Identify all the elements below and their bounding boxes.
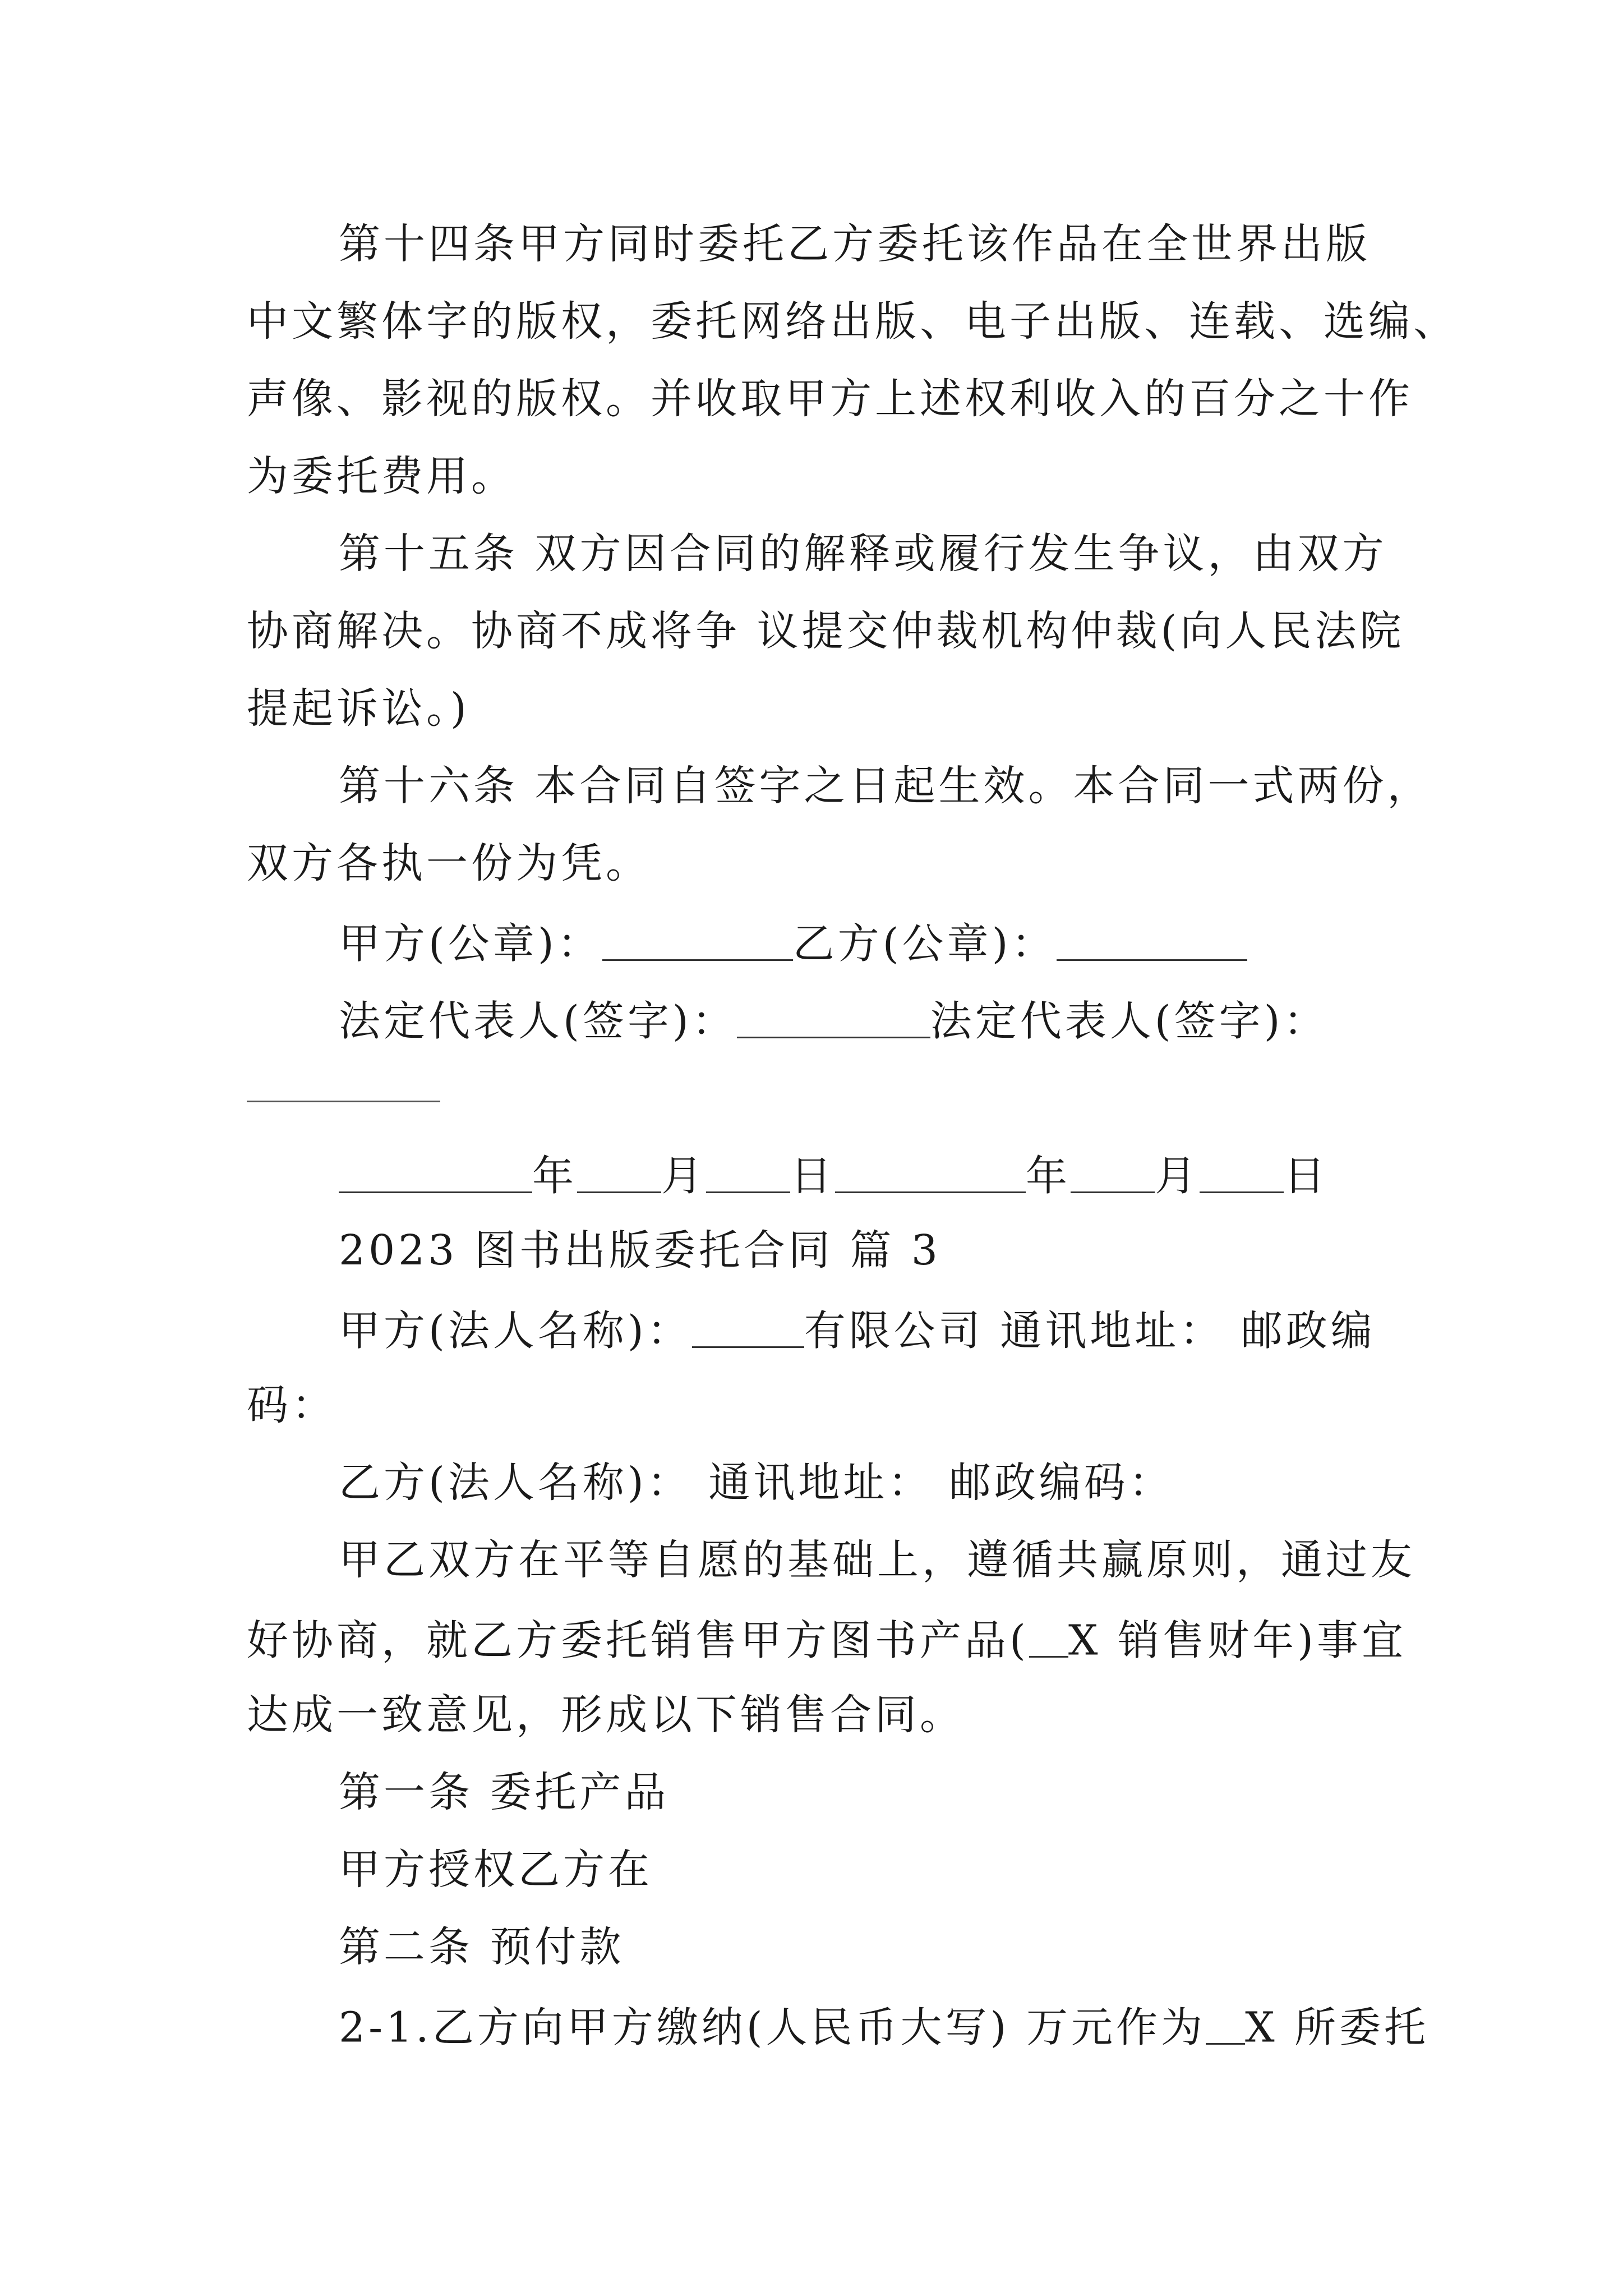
party-a-seal-blank [602, 920, 793, 961]
party-b-month-blank [1071, 1152, 1155, 1193]
intro-line-2 [247, 1616, 1407, 1665]
article-1-body: 甲方授权乙方在 [339, 1846, 653, 1894]
article-14-line-2: 中文繁体字的版权，委托网络出版、电子出版、连载、选编、 [247, 297, 1458, 346]
party-b-year-blank [835, 1152, 1026, 1193]
section-3-title: 2023 图书出版委托合同 篇 3 [339, 1226, 941, 1274]
party-b-line: 乙方(法人名称)： 通讯地址： 邮政编码： [339, 1458, 1174, 1507]
party-a-seal-label: 甲方(公章)： [339, 919, 602, 968]
party-a-name-label: 甲方(法人名称)： [339, 1306, 692, 1355]
intro-line-1: 甲乙双方在平等自愿的基础上，遵循共赢原则，通过友 [339, 1536, 1415, 1584]
party-a-name-blank [692, 1307, 804, 1348]
party-a-representative-blank [737, 997, 930, 1038]
party-b-day-blank [1200, 1152, 1284, 1193]
party-a-month-blank [577, 1152, 661, 1193]
representative-line [339, 997, 1329, 1046]
date-line [339, 1152, 1329, 1200]
party-a-postcode-wrap: 码： [247, 1381, 336, 1429]
party-a-month-label: 月 [661, 1152, 706, 1200]
article-14-line-4: 为委托费用。 [247, 452, 516, 500]
party-b-day-label: 日 [1284, 1152, 1329, 1200]
party-a-day-label: 日 [790, 1152, 835, 1200]
party-a-name-suffix: 有限公司 通讯地址： 邮政编 [804, 1306, 1376, 1355]
party-a-year-blank [339, 1152, 532, 1193]
article-15-line-3: 提起诉讼。) [247, 684, 470, 733]
party-a-year-label: 年 [532, 1152, 577, 1200]
intro-line-3: 达成一致意见，形成以下销售合同。 [247, 1691, 965, 1739]
intro-line-2-start: 好协商，就乙方委托销售甲方图书产品( [247, 1616, 1029, 1665]
article-14-line-1: 第十四条甲方同时委托乙方委托该作品在全世界出版 [339, 220, 1371, 268]
article-1-title: 第一条 委托产品 [339, 1768, 670, 1816]
party-a-line [339, 1306, 1376, 1355]
article-15-line-2: 协商解决。协商不成将争 议提交仲裁机构仲裁(向人民法院 [247, 607, 1405, 655]
party-b-representative-blank [247, 1101, 440, 1102]
clause-2-1-end: X 所委托 [1244, 2003, 1430, 2052]
party-b-year-label: 年 [1026, 1152, 1071, 1200]
party-b-seal-blank [1057, 920, 1247, 961]
sales-year-blank [1029, 1617, 1068, 1658]
article-16-line-1: 第十六条 本合同自签字之日起生效。本合同一式两份， [339, 762, 1432, 810]
party-a-representative-label: 法定代表人(签字)： [339, 997, 737, 1046]
clause-2-1-blank [1206, 2004, 1245, 2045]
article-15-line-1: 第十五条 双方因合同的解释或履行发生争议，由双方 [339, 530, 1387, 578]
party-b-seal-label: 乙方(公章)： [792, 919, 1057, 968]
intro-line-2-end: X 销售财年)事宜 [1068, 1616, 1407, 1665]
article-16-line-2: 双方各执一份为凭。 [247, 839, 651, 887]
clause-2-1-line [339, 2003, 1430, 2052]
party-b-month-label: 月 [1155, 1152, 1200, 1200]
article-2-title: 第二条 预付款 [339, 1923, 625, 1971]
article-14-line-3: 声像、影视的版权。并收取甲方上述权利收入的百分之十作 [247, 375, 1413, 423]
party-b-representative-label: 法定代表人(签字)： [930, 997, 1329, 1046]
party-a-day-blank [706, 1152, 790, 1193]
clause-2-1-start: 2-1.乙方向甲方缴纳(人民币大写) 万元作为 [339, 2003, 1206, 2052]
seal-line [339, 919, 1247, 968]
